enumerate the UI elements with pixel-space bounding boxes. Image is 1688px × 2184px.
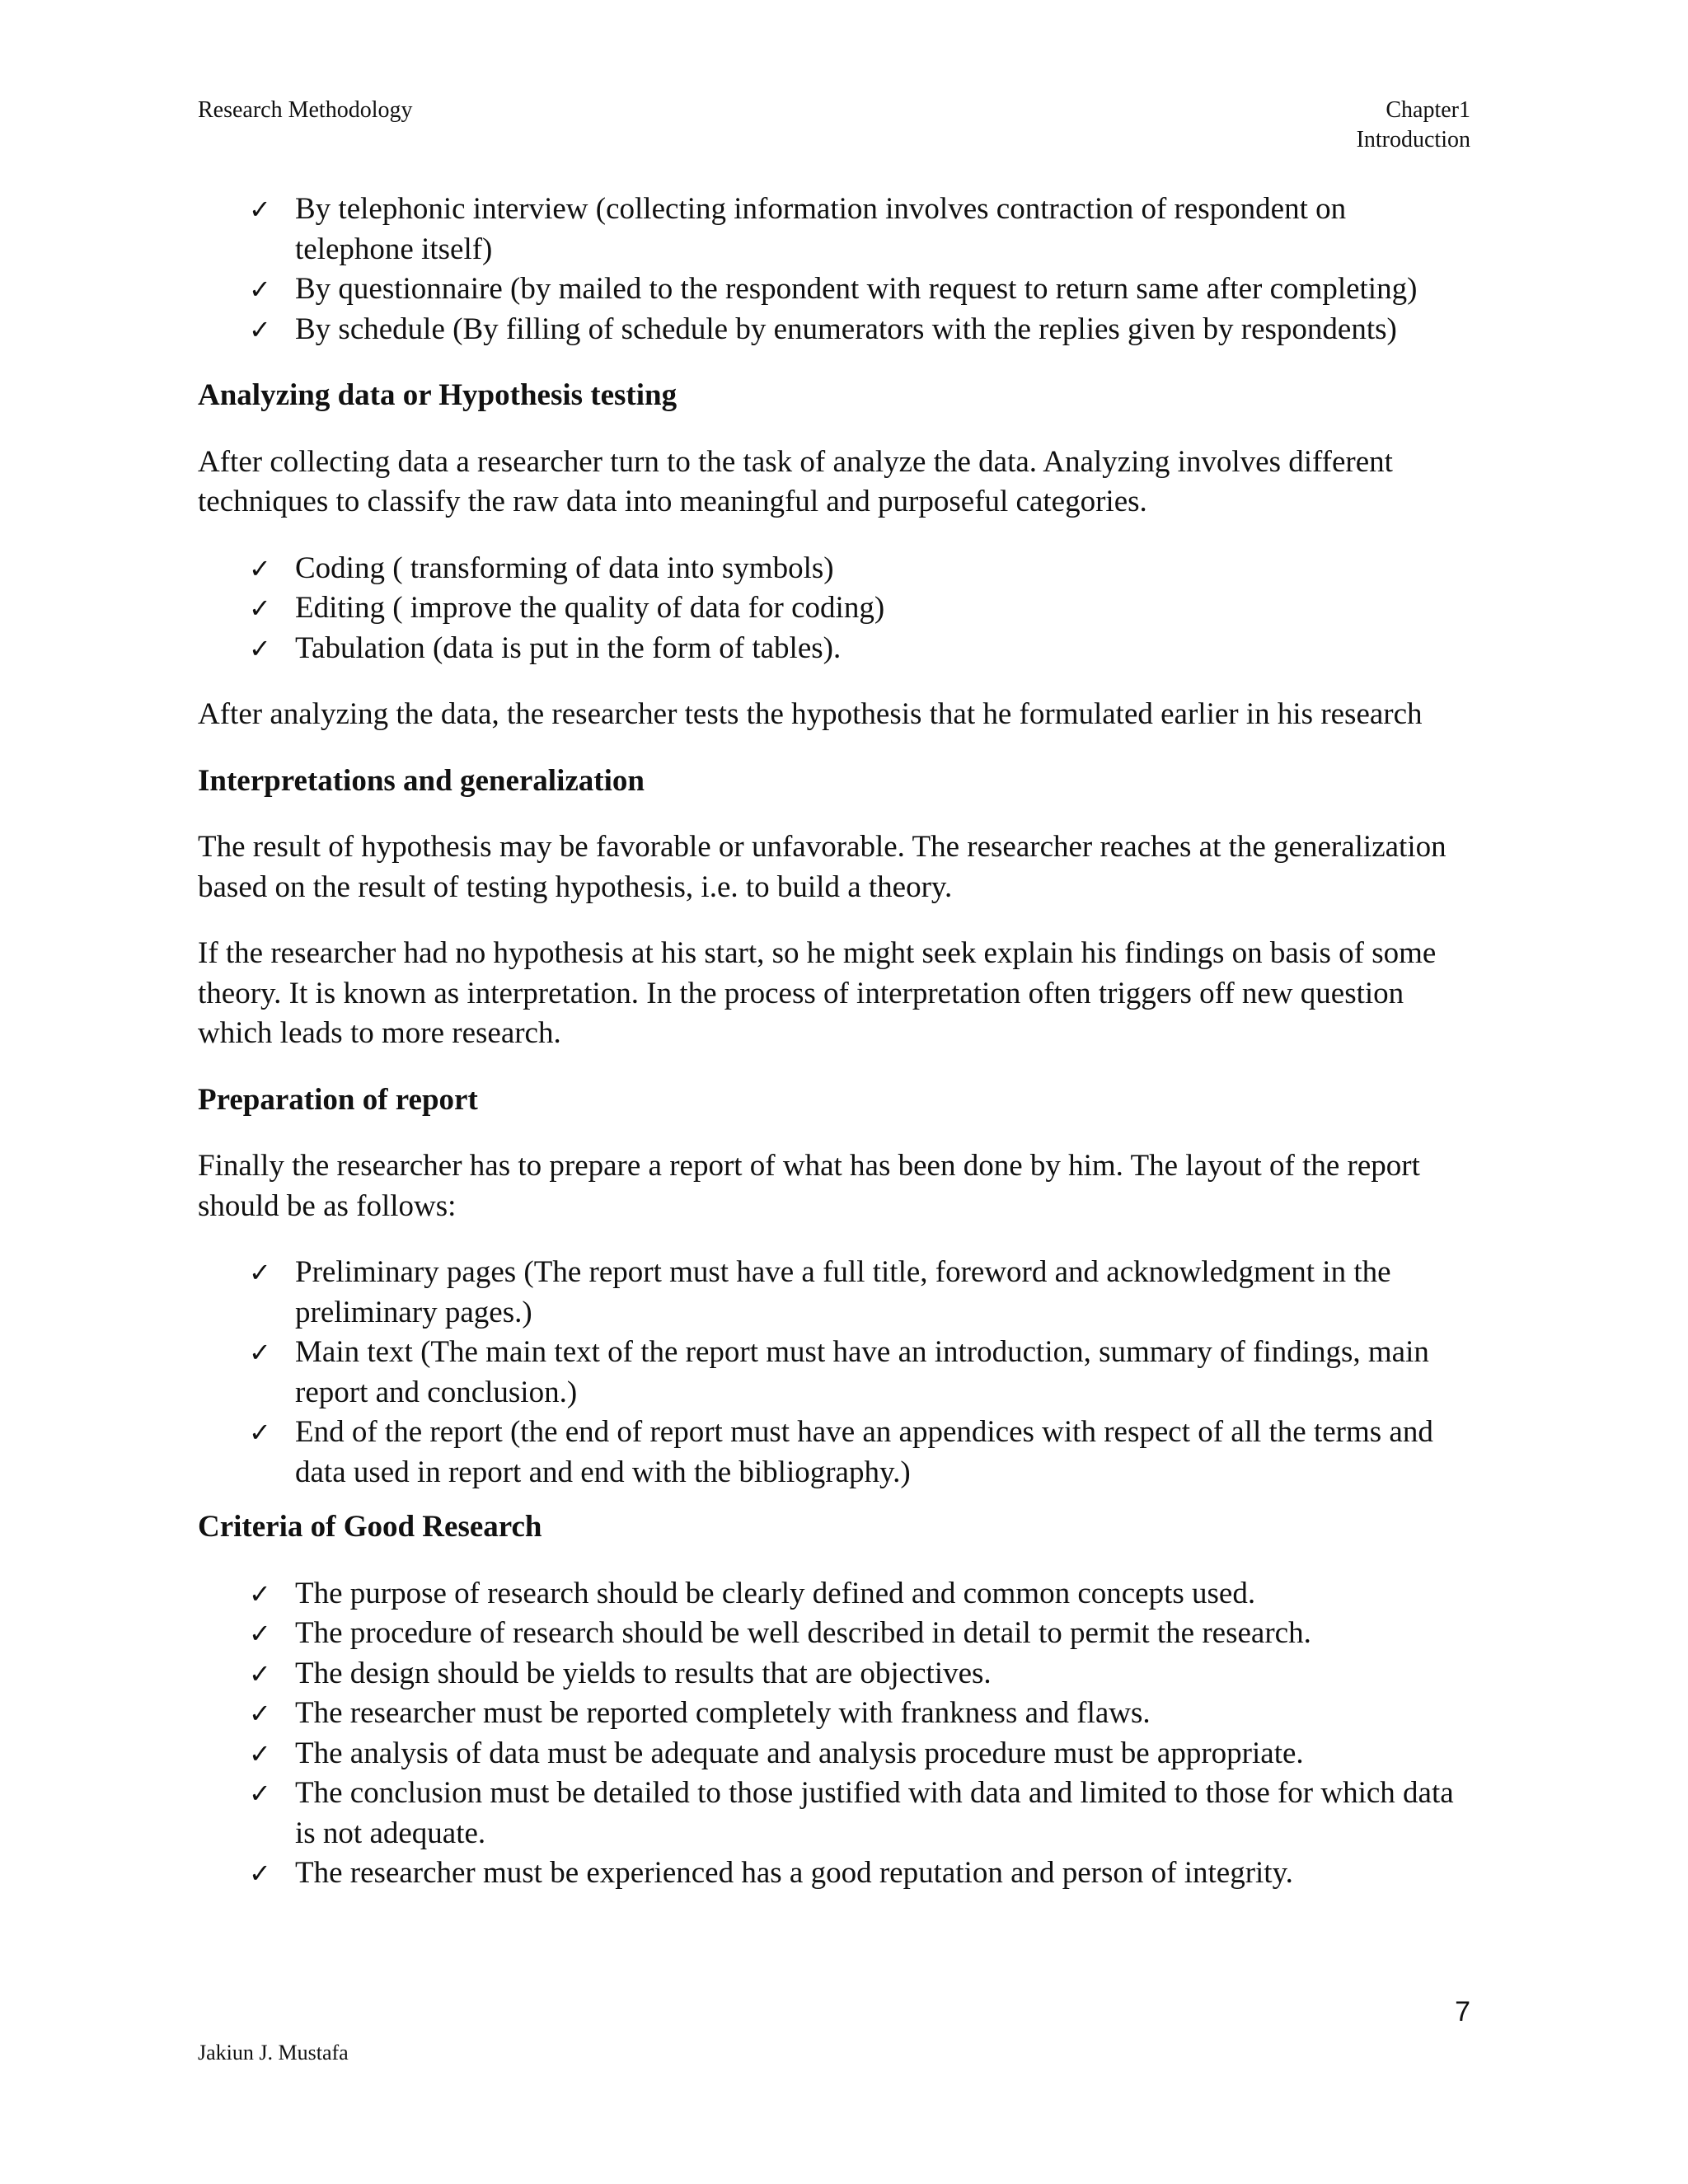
- paragraph: The result of hypothesis may be favorable or unfavorable. The researcher reaches at the generalization based on the result of testing hypothesis, i.e. to build a theory.: [198, 830, 1447, 904]
- list-item: ✓ By questionnaire (by mailed to the respondent with request to return same after completing): [198, 269, 1471, 310]
- paragraph: After analyzing the data, the researcher tests the hypothesis that he formulated earlier in his research: [198, 697, 1423, 731]
- list-item: ✓ The design should be yields to results that are objectives.: [198, 1654, 1471, 1694]
- list-item: ✓ By schedule (By filling of schedule by enumerators with the replies given by respondents): [198, 310, 1471, 350]
- list-item: ✓ The analysis of data must be adequate and analysis procedure must be appropriate.: [198, 1734, 1471, 1774]
- section-heading-analyzing: Analyzing data or Hypothesis testing: [198, 378, 678, 412]
- checkmark-icon: ✓: [249, 194, 271, 225]
- list-item: ✓ The procedure of research should be well described in detail to permit the research.: [198, 1614, 1471, 1654]
- criteria-list: [198, 1574, 1471, 1894]
- list-item: ✓ Coding ( transforming of data into symbols): [198, 549, 1471, 589]
- analysis-steps-list: [198, 549, 1471, 669]
- list-item: ✓ By telephonic interview (collecting information involves contraction of respondent on telephone itself): [198, 190, 1471, 269]
- checkmark-icon: ✓: [249, 552, 271, 584]
- section-heading-report: Preparation of report: [198, 1082, 478, 1117]
- section-heading-criteria: Criteria of Good Research: [198, 1510, 542, 1544]
- paragraph: Finally the researcher has to prepare a report of what has been done by him. The layout of the report should be as follows:: [198, 1149, 1420, 1223]
- chapter-title: Introduction: [1356, 127, 1470, 152]
- chapter-label: Chapter1: [1386, 97, 1470, 123]
- checkmark-icon: ✓: [249, 1577, 271, 1610]
- checkmark-icon: ✓: [249, 274, 271, 305]
- collection-methods-list: [198, 190, 1471, 349]
- checkmark-icon: ✓: [249, 1737, 271, 1769]
- paragraph: If the researcher had no hypothesis at his start, so he might seek explain his findings on basis of some theory. It is known as interpretation. In the process of interpretation often triggers off new question which leads to more research.: [198, 936, 1437, 1050]
- checkmark-icon: ✓: [249, 1618, 271, 1649]
- checkmark-icon: ✓: [249, 1778, 271, 1809]
- section-heading-interpretations: Interpretations and generalization: [198, 763, 645, 798]
- checkmark-icon: ✓: [249, 1337, 271, 1368]
- list-item: ✓ Preliminary pages (The report must have a full title, foreword and acknowledgment in the preliminary pages.): [198, 1253, 1471, 1333]
- report-layout-list: [198, 1253, 1471, 1493]
- checkmark-icon: ✓: [249, 313, 271, 345]
- page-body: [198, 190, 1471, 1920]
- footer-author: Jakiun J. Mustafa: [198, 2041, 349, 2064]
- list-item: ✓ Editing ( improve the quality of data for coding): [198, 588, 1471, 629]
- list-item: ✓ Main text (The main text of the report must have an introduction, summary of findings, main report and conclusion.): [198, 1333, 1471, 1413]
- checkmark-icon: ✓: [249, 1858, 271, 1889]
- page-number: 7: [1455, 1996, 1470, 2027]
- list-item: ✓ The researcher must be experienced has a good reputation and person of integrity.: [198, 1854, 1471, 1894]
- paragraph: After collecting data a researcher turn to the task of analyze the data. Analyzing involves different techniques to classify the raw data into meaningful and purposeful categories.: [198, 444, 1393, 518]
- checkmark-icon: ✓: [249, 593, 271, 624]
- checkmark-icon: ✓: [249, 632, 271, 664]
- checkmark-icon: ✓: [249, 1698, 271, 1729]
- checkmark-icon: ✓: [249, 1257, 271, 1288]
- list-item: ✓ The researcher must be reported completely with frankness and flaws.: [198, 1694, 1471, 1734]
- list-item: ✓ The conclusion must be detailed to those justified with data and limited to those for which data is not adequate.: [198, 1774, 1471, 1854]
- running-header-chapter: [1357, 96, 1470, 155]
- list-item: ✓ End of the report (the end of report must have an appendices with respect of all the terms and data used in report and end with the bibliography.): [198, 1413, 1471, 1493]
- list-item: ✓ Tabulation (data is put in the form of tables).: [198, 629, 1471, 669]
- running-header-title: Research Methodology: [198, 97, 413, 123]
- checkmark-icon: ✓: [249, 1417, 271, 1448]
- list-item: ✓ The purpose of research should be clearly defined and common concepts used.: [198, 1574, 1471, 1615]
- checkmark-icon: ✓: [249, 1657, 271, 1690]
